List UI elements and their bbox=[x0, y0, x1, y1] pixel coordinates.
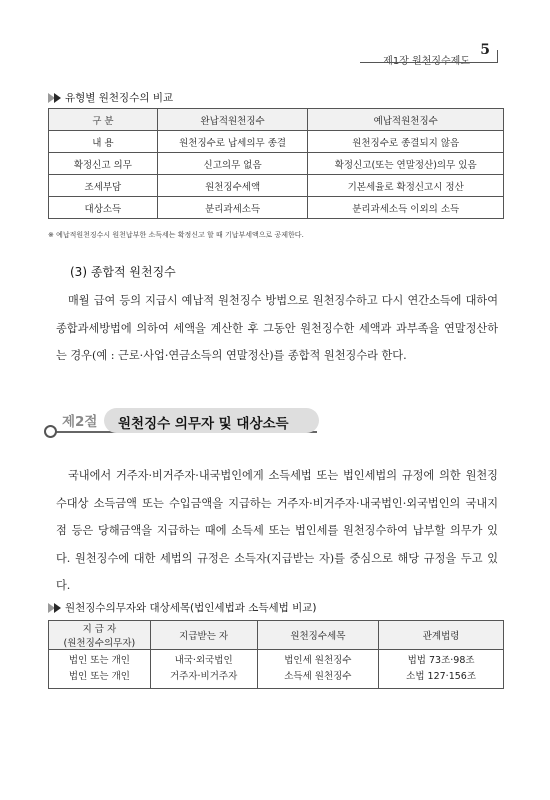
cell-line: 거주자·비거주자 bbox=[170, 671, 238, 682]
cell-line: 소득세 원천징수 bbox=[284, 671, 352, 682]
table-cell: 원천징수세액 bbox=[157, 175, 308, 197]
table1-caption bbox=[48, 90, 173, 105]
section-band-circle bbox=[44, 425, 57, 438]
table-row bbox=[49, 175, 504, 197]
payer-cell bbox=[49, 650, 151, 689]
row-label: 조세부담 bbox=[49, 175, 158, 197]
table-row bbox=[49, 131, 504, 153]
table-cell: 원천징수로 납세의무 종결 bbox=[157, 131, 308, 153]
table-cell: 분리과세소득 bbox=[157, 197, 308, 219]
payer-header-line: 지 급 자 bbox=[82, 624, 117, 635]
subsection-heading: (3) 종합적 원천징수 bbox=[70, 265, 176, 279]
tax-item-cell bbox=[257, 650, 379, 689]
law-cell bbox=[379, 650, 504, 689]
table-row bbox=[49, 650, 504, 689]
table1-footnote: ※ 예납적원천징수시 원천납부한 소득세는 확정신고 할 때 기납부세액으로 공제한다. bbox=[48, 231, 304, 239]
table1-caption-text: 유형별 원천징수의 비교 bbox=[65, 92, 174, 104]
column-header: 예납적원천징수 bbox=[308, 109, 504, 131]
cell-line: 법인 또는 개인 bbox=[68, 655, 130, 666]
table2-caption bbox=[48, 600, 317, 615]
double-arrow-icon bbox=[48, 93, 60, 103]
running-header bbox=[338, 38, 498, 68]
table-header-row bbox=[49, 621, 504, 650]
cell-line: 법인 또는 개인 bbox=[68, 671, 130, 682]
table-cell: 원천징수로 종결되지 않음 bbox=[308, 131, 504, 153]
table-row bbox=[49, 197, 504, 219]
table-cell: 기본세율로 확정신고시 정산 bbox=[308, 175, 504, 197]
withholding-type-comparison-table bbox=[48, 108, 504, 219]
recipient-cell bbox=[150, 650, 257, 689]
column-header: 지급받는 자 bbox=[150, 621, 257, 650]
row-label: 내 용 bbox=[49, 131, 158, 153]
column-header: 구 분 bbox=[49, 109, 158, 131]
column-header-payer bbox=[49, 621, 151, 650]
table2-caption-text: 원천징수의무자와 대상세목(법인세법과 소득세법 비교) bbox=[65, 602, 317, 614]
cell-line: 소법 127·156조 bbox=[406, 671, 477, 682]
table-cell: 확정신고(또는 연말정산)의무 있음 bbox=[308, 153, 504, 175]
section-paragraph: 국내에서 거주자·비거주자·내국법인에게 소득세법 또는 법인세법의 규정에 의한 원천징수대상 소득금액 또는 수입금액을 지급하는 거주자·비거주자·내국법인·외국법인의 국내지점 등은 당해금액을 지급하는 때에 소득세 또는 법인세를 원천징수하여 납부할 의무가 있다. 원천징수에 대한 세법의 규정은 소득자(지급받는 자)를 중심으로 해당 규정을 두고 있다. bbox=[56, 469, 498, 593]
header-rule-tick bbox=[497, 50, 498, 62]
table-cell: 분리과세소득 이외의 소득 bbox=[308, 197, 504, 219]
row-label: 대상소득 bbox=[49, 197, 158, 219]
header-rule bbox=[360, 62, 498, 63]
column-header: 관계법령 bbox=[379, 621, 504, 650]
chapter-title: 제1장 원천징수제도 bbox=[383, 56, 470, 67]
page-number: 5 bbox=[480, 42, 490, 58]
section-title: 원천징수 의무자 및 대상소득 bbox=[118, 416, 289, 432]
subsection-paragraph: 매월 급여 등의 지급시 예납적 원천징수 방법으로 원천징수하고 다시 연간소득에 대하여 종합과세방법에 의하여 세액을 계산한 후 그동안 원천징수한 세액과 과부족을 연말정산하는 경우(예 : 근로·사업·연금소득의 연말정산)를 종합적 원천징수라 한다. bbox=[56, 294, 498, 363]
table-cell: 신고의무 없음 bbox=[157, 153, 308, 175]
column-header: 완납적원천징수 bbox=[157, 109, 308, 131]
section-number: 제2절 bbox=[62, 414, 98, 430]
double-arrow-icon bbox=[48, 603, 60, 613]
table-row bbox=[49, 153, 504, 175]
row-label: 확정신고 의무 bbox=[49, 153, 158, 175]
column-header: 원천징수세목 bbox=[257, 621, 379, 650]
withholding-agent-table bbox=[48, 620, 504, 689]
cell-line: 법인세 원천징수 bbox=[284, 655, 352, 666]
cell-line: 법법 73조·98조 bbox=[407, 655, 475, 666]
payer-header-line: (원천징수의무자) bbox=[63, 638, 136, 649]
cell-line: 내국·외국법인 bbox=[174, 655, 233, 666]
table-header-row bbox=[49, 109, 504, 131]
